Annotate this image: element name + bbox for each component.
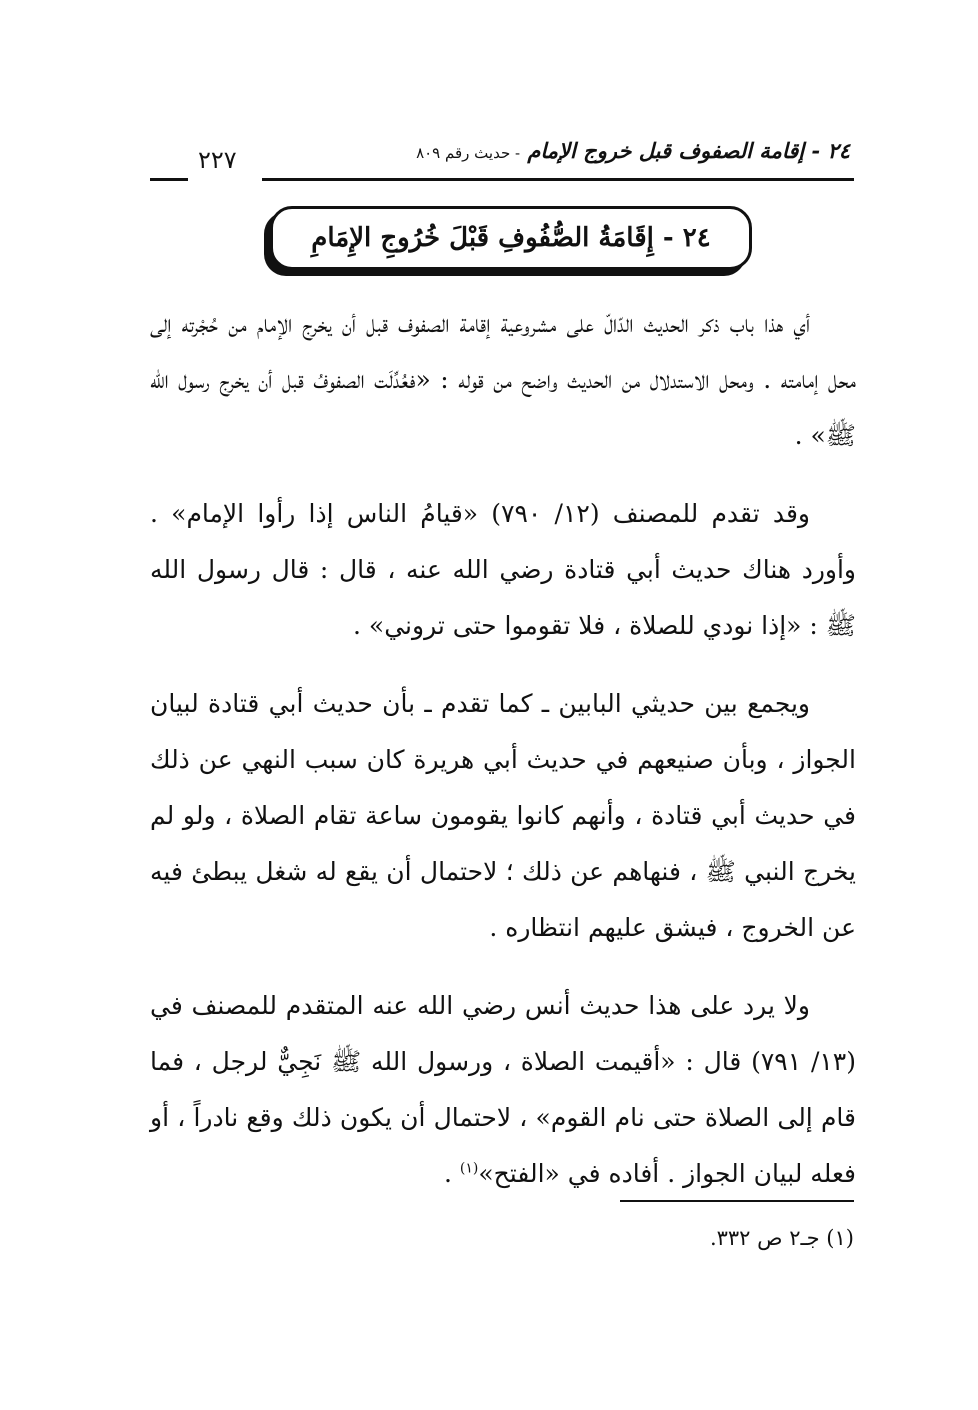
- paragraph: [150, 676, 856, 956]
- running-head-chapter: ٢٤ - إقامة الصفوف قبل خروج الإمام: [527, 138, 850, 163]
- chapter-title: ٢٤ - إِقَامَةُ الصُّفُوفِ قَبْلَ خُرُوجِ الإِمَامِ: [311, 223, 711, 253]
- footnote-reference[interactable]: (١): [459, 1160, 479, 1177]
- running-head-title: [416, 138, 850, 163]
- paragraph-text: وقد تقدم للمصنف (١٢/ ٧٩٠) «قيامُ الناس إذا رأوا الإمام» . وأورد هناك حديث أبي قتادة رضي الله عنه ، قال : قال رسول الله ﷺ : «إذا نودي للصلاة ، فلا تقوموا حتى تروني» .: [150, 499, 856, 640]
- header-rule-short: [150, 178, 188, 181]
- paragraph: [150, 486, 856, 654]
- paragraph-end-mark: .: [443, 1159, 460, 1188]
- main-text: [150, 296, 856, 1224]
- header-rule-long: [262, 178, 854, 181]
- paragraph-text: ويجمع بين حديثي البابين ـ كما تقدم ـ بأن حديث أبي قتادة لبيان الجواز ، وبأن صنيعهم في حديث أبي هريرة كان سبب النهي عن ذلك في حديث أبي قتادة ، وأنهم كانوا يقومون ساعة تقام الصلاة ، ولو لم يخرج النبي ﷺ ، فنهاهم عن ذلك ؛ لاحتمال أن يقع له شغل يبطئ فيه عن الخروج ، فيشق عليهم انتظاره .: [150, 689, 856, 942]
- running-head: [150, 132, 850, 172]
- chapter-title-frame: [270, 206, 752, 270]
- page-number: ٢٢٧: [198, 146, 237, 174]
- paragraph-text: أي هذا باب ذكر الحديث الدّالّ على مشروعية إقامة الصفوف قبل أن يخرج الإمام من حُجْرته إلى محل إمامته . ومحل الاستدلال من الحديث واضح من قوله : «فعُدِّلَت الصفوفُ قبل أن يخرج رسول الله ﷺ» .: [150, 309, 856, 450]
- paragraph: [150, 978, 856, 1202]
- paragraph-text: ولا يرد على هذا حديث أنس رضي الله عنه المتقدم للمصنف في (١٣/ ٧٩١) قال : «أقيمت الصلاة ، ورسول الله ﷺ نَجِيٌّ لرجل ، فما قام إلى الصلاة حتى نام القوم» ، لاحتمال أن يكون ذلك وقع نادراً ، أو فعله لبيان الجواز . أفاده في «الفتح»: [150, 991, 856, 1188]
- running-head-hadith-number: - حديث رقم ٨٠٩: [416, 144, 521, 162]
- paragraph: [150, 296, 856, 464]
- footnote-rule: [620, 1200, 854, 1202]
- footnote: (١) جـ٢ ص ٣٣٢.: [709, 1226, 854, 1250]
